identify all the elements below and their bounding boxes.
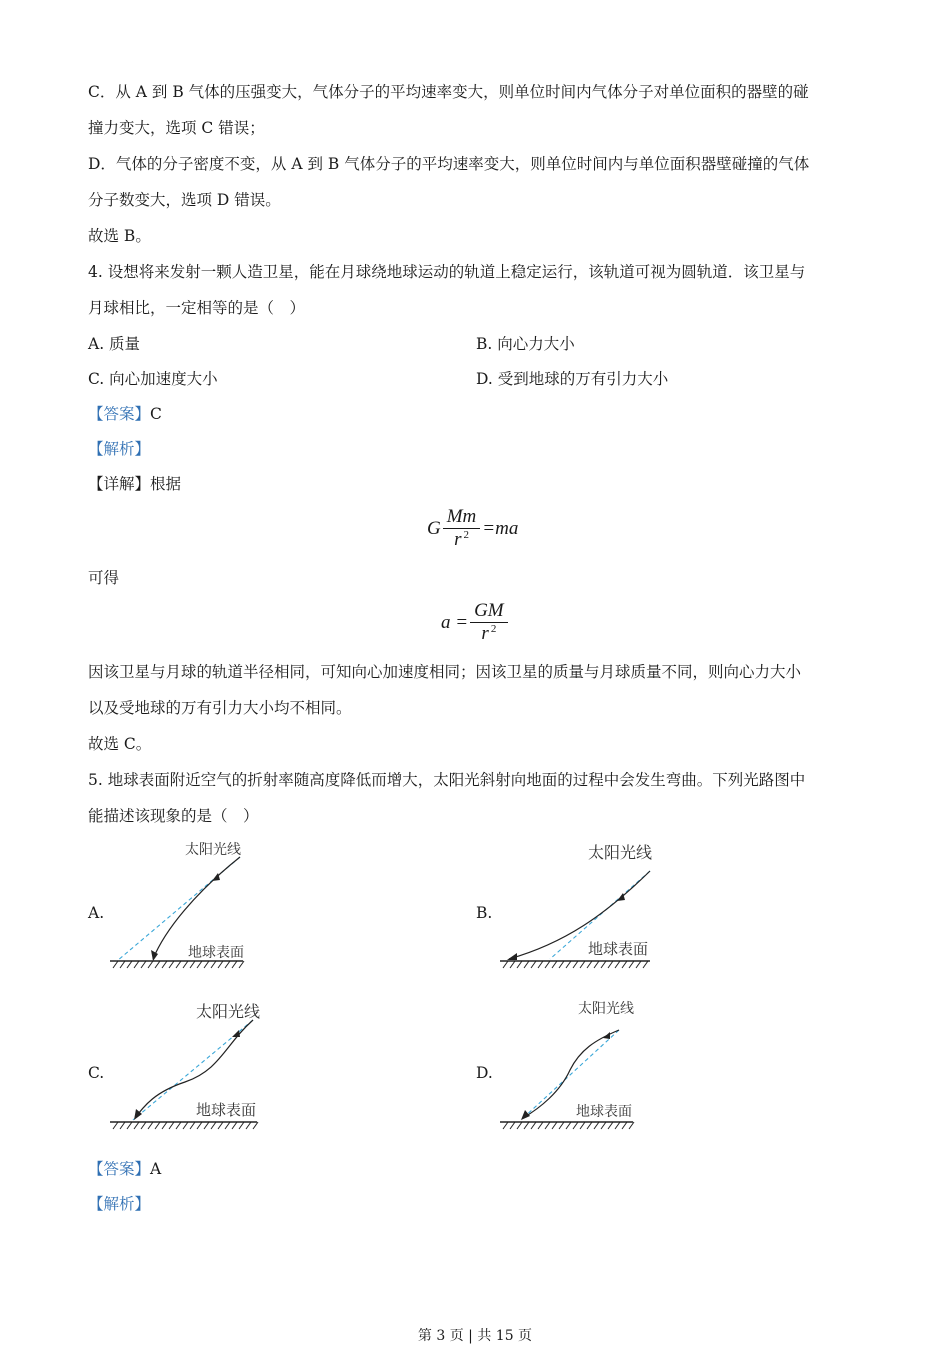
question-4-line-2: 月球相比，一定相等的是（ ）	[88, 299, 306, 317]
kede-line: 可得	[88, 569, 120, 587]
c-explanation-line-2: 撞力变大，选项 C 错误；	[88, 119, 265, 137]
q4-analysis-line	[88, 439, 150, 459]
question-5-line-2: 能描述该现象的是（ ）	[88, 807, 259, 825]
q5-d-ground-label: 地球表面	[576, 1104, 632, 1120]
q4-option-a: A. 质量	[88, 335, 141, 353]
q5-b-ground-label: 地球表面	[588, 940, 649, 958]
q5-analysis-line	[88, 1194, 150, 1214]
q5-c-ground-label: 地球表面	[196, 1101, 257, 1119]
q5-analysis-tag: 【解析】	[88, 1195, 151, 1213]
q5-a-ground-label: 地球表面	[188, 945, 244, 961]
formula1-numerator: Mm	[443, 506, 481, 529]
detail-prefix: 根据	[150, 475, 182, 493]
d-explanation-line-2: 分子数变大，选项 D 错误。	[88, 191, 281, 209]
q4-explanation-line-2: 以及受地球的万有引力大小均不相同。	[88, 699, 352, 717]
q5-c-sun-label: 太阳光线	[196, 1002, 261, 1021]
q4-detail-line	[88, 474, 181, 494]
choose-c-line: 故选 C。	[88, 735, 152, 753]
formula2-lhs: a =	[441, 611, 469, 633]
page-footer: 第 3 页 | 共 15 页	[417, 1328, 533, 1344]
q5-option-c-label: C.	[88, 1064, 105, 1082]
analysis-tag: 【解析】	[88, 440, 151, 458]
q5-option-a-label: A.	[88, 904, 105, 922]
d-explanation-line-1: D．气体的分子密度不变，从 A 到 B 气体分子的平均速率变大，则单位时间内与单位面积器壁碰撞的气体	[88, 155, 810, 173]
formula-gravity	[427, 506, 518, 553]
answer-tag: 【答案】	[88, 405, 151, 423]
question-4-line-1: 4. 设想将来发射一颗人造卫星，能在月球绕地球运动的轨道上稳定运行，该轨道可视为圆轨道．该卫星与	[88, 263, 806, 281]
q4-answer-line	[88, 404, 162, 424]
question-5-line-1: 5. 地球表面附近空气的折射率随高度降低而增大，太阳光斜射向地面的过程中会发生弯曲。下列光路图中	[88, 771, 806, 789]
q4-explanation-line-1: 因该卫星与月球的轨道半径相同，可知向心加速度相同；因该卫星的质量与月球质量不同，则向心力大小	[88, 663, 802, 681]
q5-option-b-label: B.	[476, 904, 493, 922]
q5-a-sun-label: 太阳光线	[185, 842, 241, 858]
q5-answer-line	[88, 1159, 161, 1179]
formula1-rhs: =ma	[482, 517, 519, 539]
formula2-numerator: GM	[470, 600, 508, 623]
q4-option-c: C. 向心加速度大小	[88, 370, 218, 388]
q4-option-b: B. 向心力大小	[476, 335, 575, 353]
detail-tag: 【详解】	[88, 475, 151, 493]
formula1-g: G	[427, 517, 441, 539]
q5-answer-tag: 【答案】	[88, 1160, 151, 1178]
q5-option-d-label: D.	[476, 1064, 493, 1082]
c-explanation-line-1: C．从 A 到 B 气体的压强变大，气体分子的平均速率变大，则单位时间内气体分子对单位面积的器壁的碰	[88, 83, 809, 101]
formula2-denominator: r $^2$	[481, 623, 497, 644]
q5-d-sun-label: 太阳光线	[578, 1001, 634, 1017]
q4-answer-value: C	[150, 405, 162, 423]
q4-option-d: D. 受到地球的万有引力大小	[476, 370, 669, 388]
formula-acceleration	[441, 600, 510, 647]
q5-b-sun-label: 太阳光线	[588, 843, 653, 862]
formula1-fraction	[443, 506, 481, 553]
choose-b-line: 故选 B。	[88, 227, 151, 245]
formula2-fraction	[470, 600, 508, 647]
q5-answer-value: A	[150, 1160, 162, 1178]
formula1-denominator: r $^2$	[454, 529, 469, 550]
